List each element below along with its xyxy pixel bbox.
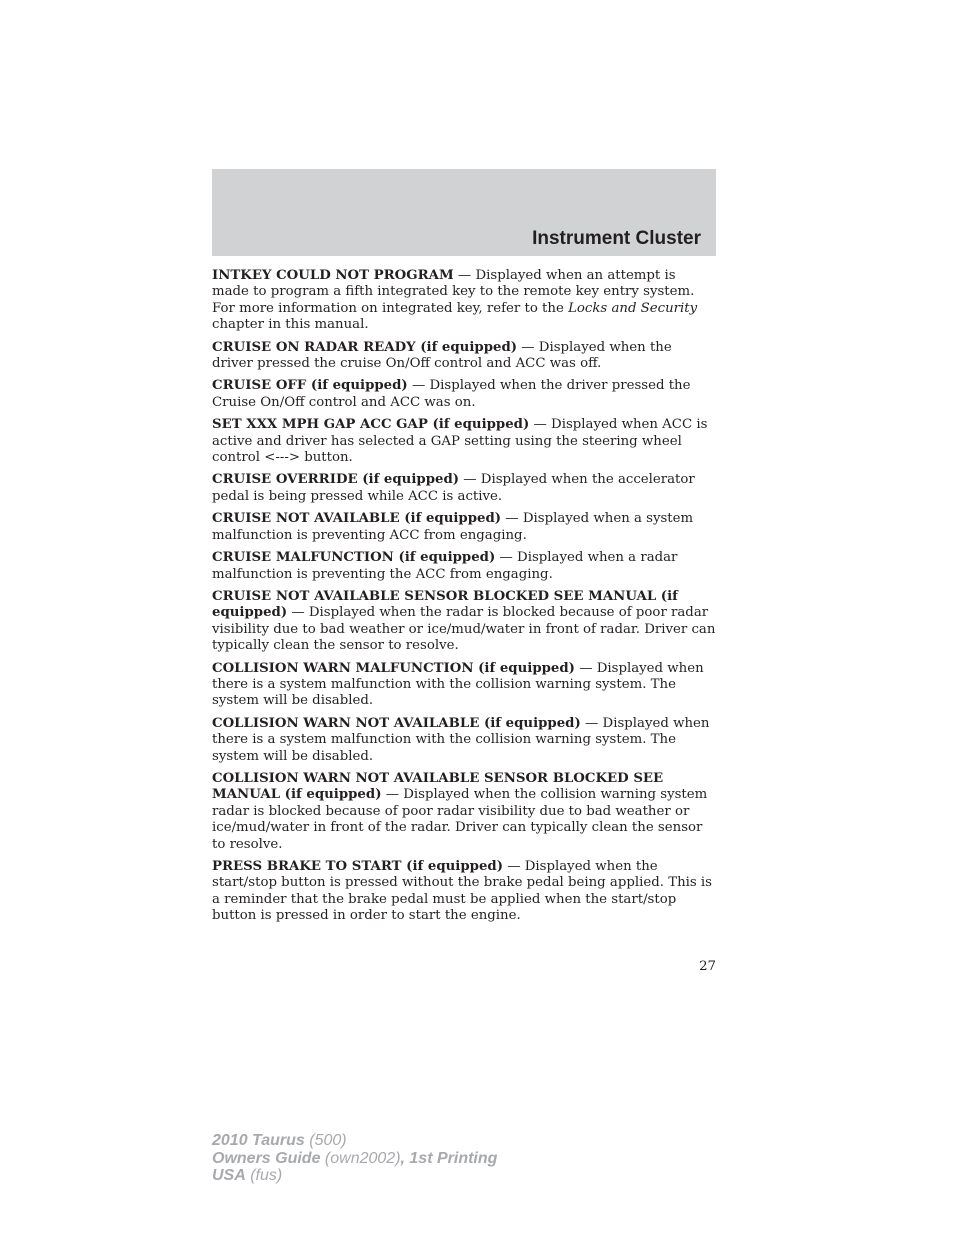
message-entry bbox=[212, 716, 716, 765]
footer-line-market bbox=[212, 1167, 497, 1185]
page-number: 27 bbox=[699, 959, 716, 974]
message-description: — Displayed when an attempt is made to program a fifth integrated key to the remote key entry system. For more information on integrated key, refer to the bbox=[212, 268, 695, 316]
footer-printing: , 1st Printing bbox=[400, 1149, 498, 1167]
message-entry bbox=[212, 589, 716, 655]
message-description: — Displayed when there is a system malfunction with the collision warning system. The system will be disabled. bbox=[212, 660, 704, 709]
message-entry bbox=[212, 550, 716, 583]
message-term: SET XXX MPH GAP ACC GAP (if equipped) bbox=[212, 417, 530, 433]
message-description: — Displayed when the radar is blocked because of poor radar visibility due to bad weather or ice/mud/water in front of radar. Driver can typically clean the sensor to resolve. bbox=[212, 605, 716, 654]
footer-guide-code: (own2002) bbox=[320, 1149, 401, 1167]
message-term: CRUISE OFF (if equipped) bbox=[212, 378, 408, 394]
message-term: CRUISE OVERRIDE (if equipped) bbox=[212, 472, 460, 488]
message-entry bbox=[212, 859, 716, 925]
footer-model: 2010 Taurus bbox=[212, 1132, 305, 1149]
message-term: CRUISE ON RADAR READY (if equipped) bbox=[212, 339, 518, 355]
footer-market: USA bbox=[212, 1167, 246, 1184]
message-description-end: chapter in this manual. bbox=[212, 317, 369, 333]
message-term: COLLISION WARN NOT AVAILABLE (if equipped) bbox=[212, 715, 581, 731]
message-term: INTKEY COULD NOT PROGRAM bbox=[212, 268, 454, 283]
message-entry bbox=[212, 511, 716, 544]
section-header-band bbox=[212, 169, 716, 256]
message-description: — Displayed when the collision warning system radar is blocked because of poor radar visibility due to bad weather or ice/mud/water in front of the radar. Driver can typically clean the sensor to resolve. bbox=[212, 787, 708, 852]
message-description: — Displayed when the driver pressed the cruise On/Off control and ACC was off. bbox=[212, 339, 672, 372]
manual-body bbox=[212, 268, 716, 931]
message-entry bbox=[212, 378, 716, 411]
chapter-reference: Locks and Security bbox=[568, 300, 698, 316]
message-description: — Displayed when a radar malfunction is preventing the ACC from engaging. bbox=[212, 550, 678, 582]
message-description: — Displayed when there is a system malfunction with the collision warning system. The system will be disabled. bbox=[212, 715, 710, 764]
message-entry bbox=[212, 472, 716, 505]
message-description: — Displayed when the accelerator pedal is being pressed while ACC is active. bbox=[212, 472, 695, 504]
footer-market-code: (fus) bbox=[245, 1167, 283, 1184]
message-term: CRUISE NOT AVAILABLE (if equipped) bbox=[212, 511, 502, 527]
message-entry bbox=[212, 268, 716, 334]
print-footer bbox=[212, 1132, 497, 1185]
message-term: COLLISION WARN MALFUNCTION (if equipped) bbox=[212, 660, 575, 676]
message-term: COLLISION WARN NOT AVAILABLE SENSOR BLOCKED SEE MANUAL (if equipped) bbox=[212, 770, 664, 803]
footer-model-code: (500) bbox=[304, 1132, 347, 1149]
message-term: PRESS BRAKE TO START (if equipped) bbox=[212, 859, 503, 874]
footer-line-guide bbox=[212, 1150, 497, 1168]
footer-line-model bbox=[212, 1132, 497, 1150]
message-description: — Displayed when a system malfunction is preventing ACC from engaging. bbox=[212, 511, 694, 543]
message-description: — Displayed when the driver pressed the Cruise On/Off control and ACC was on. bbox=[212, 378, 691, 410]
message-entry bbox=[212, 661, 716, 710]
footer-guide: Owners Guide bbox=[212, 1149, 321, 1167]
message-description: — Displayed when the start/stop button is pressed without the brake pedal being applied. This is a reminder that the brake pedal must be applied when the start/stop button is pressed in order to start the engine. bbox=[212, 859, 713, 924]
message-entry bbox=[212, 340, 716, 373]
message-description: — Displayed when ACC is active and driver has selected a GAP setting using the steering wheel control <---> button. bbox=[212, 417, 708, 466]
message-entry bbox=[212, 771, 716, 853]
message-term: CRUISE MALFUNCTION (if equipped) bbox=[212, 550, 496, 566]
section-title: Instrument Cluster bbox=[532, 228, 701, 249]
message-entry bbox=[212, 417, 716, 466]
message-term: CRUISE NOT AVAILABLE SENSOR BLOCKED SEE MANUAL (if equipped) bbox=[212, 588, 678, 621]
